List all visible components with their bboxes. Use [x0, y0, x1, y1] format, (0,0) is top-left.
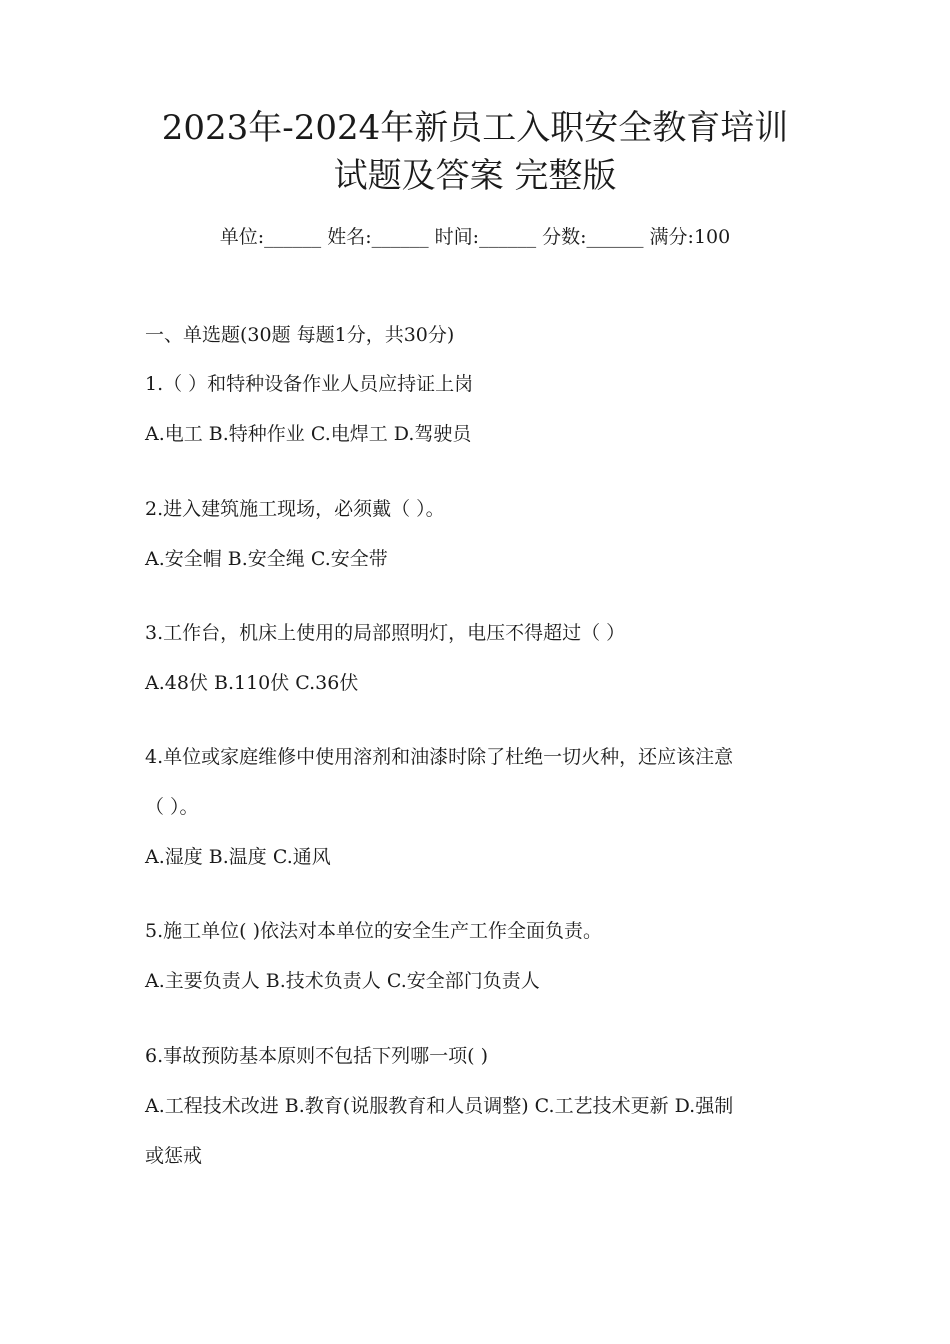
question-5-options: A.主要负责人 B.技术负责人 C.安全部门负责人 [145, 970, 540, 992]
question-1-options: A.电工 B.特种作业 C.电焊工 D.驾驶员 [145, 423, 472, 445]
question-4-stem-line-2: （ ）。 [145, 796, 199, 818]
question-2-stem: 2.进入建筑施工现场，必须戴（ ）。 [145, 498, 445, 520]
document-title-line-1: 2023年-2024年新员工入职安全教育培训 [161, 108, 789, 148]
question-3-stem: 3.工作台，机床上使用的局部照明灯，电压不得超过（ ） [145, 622, 626, 644]
question-1-stem: 1.（ ）和特种设备作业人员应持证上岗 [145, 373, 474, 395]
question-6-options-line-2: 或惩戒 [145, 1145, 203, 1167]
exam-info-line: 单位:______ 姓名:______ 时间:______ 分数:______ 满分:100 [219, 226, 731, 248]
question-4-stem-line-1: 4.单位或家庭维修中使用溶剂和油漆时除了杜绝一切火种，还应该注意 [145, 746, 734, 768]
question-2-options: A.安全帽 B.安全绳 C.安全带 [145, 548, 388, 570]
section-heading: 一、单选题(30题 每题1分，共30分) [145, 324, 455, 346]
document-title-line-2: 试题及答案 完整版 [333, 156, 617, 196]
question-4-options: A.湿度 B.温度 C.通风 [145, 846, 331, 868]
question-3-options: A.48伏 B.110伏 C.36伏 [145, 672, 359, 694]
question-6-stem: 6.事故预防基本原则不包括下列哪一项( ) [145, 1045, 488, 1067]
question-5-stem: 5.施工单位( )依法对本单位的安全生产工作全面负责。 [145, 920, 602, 942]
question-6-options-line-1: A.工程技术改进 B.教育(说服教育和人员调整) C.工艺技术更新 D.强制 [145, 1095, 734, 1117]
